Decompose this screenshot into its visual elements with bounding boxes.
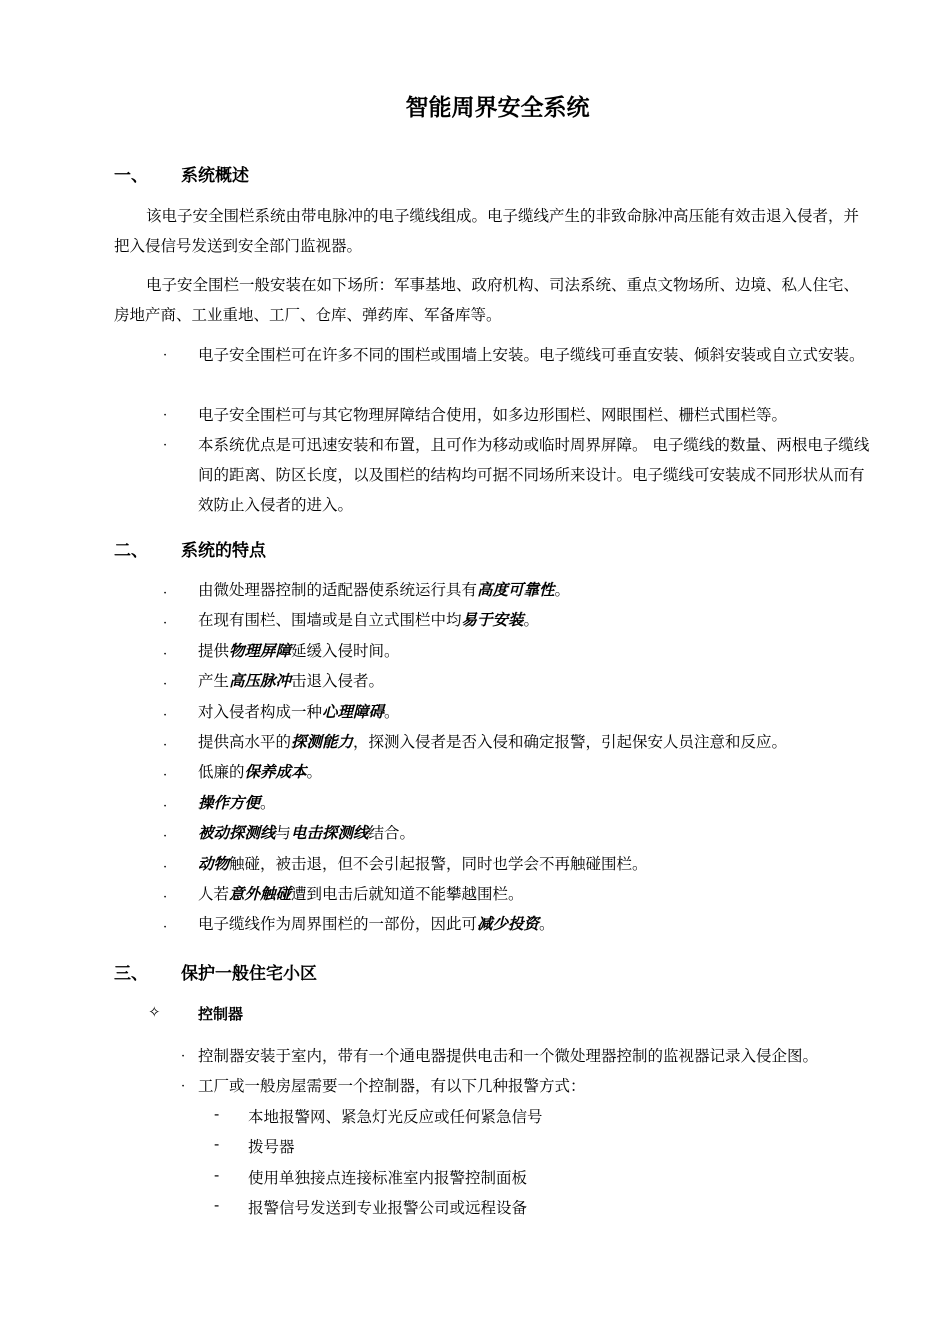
feature-item [198,669,384,691]
section-heading: 系统概述 [181,166,249,186]
list-item: 控制器安装于室内，带有一个通电器提供电击和一个微处理器控制的监视器记录入侵企图。 [198,1047,819,1065]
emphasis-text: 电击探测线 [291,823,369,842]
dash-bullet: - [214,1166,220,1184]
paragraph: 电子安全围栏一般安装在如下场所：军事基地、政府机构、司法系统、重点文物场所、边境、私人住宅、房地产商、工业重地、工厂、仓库、弹药库、军备库等。 [114,276,860,324]
feature-text: 提供 [198,642,230,660]
feature-text: 由微处理器控制的适配器使系统运行具有 [198,581,478,599]
feature-item [198,639,400,661]
feature-item [198,700,400,722]
bullet-dot: · [181,1049,186,1064]
diamond-bullet-icon: ✧ [148,1003,161,1021]
emphasis-text: 操作方便 [198,793,261,812]
list-item: 本系统优点是可迅速安装和布置，且可作为移动或临时周界屏障。 电子缆线的数量、两根电子缆线间的距离、防区长度，以及围栏的结构均可据不同场所来设计。电子缆线可安装成不同形状从而有效防止入侵者的进入。 [198,436,870,514]
feature-item [198,608,539,630]
paragraph: 该电子安全围栏系统由带电脉冲的电子缆线组成。电子缆线产生的非致命脉冲高压能有效击退入侵者，并把入侵信号发送到安全部门监视器。 [114,207,860,255]
section-heading: 保护一般住宅小区 [181,964,317,984]
list-item: 工厂或一般房屋需要一个控制器，有以下几种报警方式： [198,1077,586,1095]
feature-item [198,882,524,904]
bullet-dot: · [163,799,168,814]
dash-bullet: - [214,1105,220,1123]
feature-text: 击退入侵者。 [291,672,385,690]
alarm-method-item: 本地报警网、紧急灯光反应或任何紧急信号 [248,1108,543,1126]
bullet-dot: · [163,708,168,723]
feature-text: 。 [539,915,555,933]
feature-text: 延缓入侵时间。 [291,642,400,660]
section-number: 二、 [114,541,148,561]
feature-item [198,730,787,752]
feature-text: 与 [275,824,292,842]
dash-bullet: - [214,1196,220,1214]
feature-text: ，探测入侵者是否入侵和确定报警，引起保安人员注意和反应。 [353,733,788,751]
section-number: 一、 [114,166,148,186]
feature-item [198,578,570,600]
bullet-dot: · [163,586,168,601]
emphasis-text: 动物 [198,854,230,873]
emphasis-text: 高压脉冲 [229,671,292,690]
list-item: 电子安全围栏可在许多不同的围栏或围墙上安装。电子缆线可垂直安装、倾斜安装或自立式安装。 [198,346,865,364]
bullet-dot: · [163,829,168,844]
feature-text: 。 [306,763,323,781]
feature-text: 结合。 [368,824,416,842]
section-number: 三、 [114,964,148,984]
feature-item [198,791,276,813]
bullet-dot: · [163,408,168,423]
emphasis-text: 高度可靠性 [477,580,555,599]
bullet-dot: · [181,1079,186,1094]
bullet-dot: · [163,920,168,935]
emphasis-text: 物理屏障 [229,641,292,660]
bullet-dot: · [163,768,168,783]
feature-text: 产生 [198,672,230,690]
bullet-dot: · [163,860,168,875]
document-title: 智能周界安全系统 [405,95,590,121]
bullet-dot: · [163,677,168,692]
feature-text: 遭到电击后就知道不能攀越围栏。 [291,885,524,903]
feature-text: 触碰，被击退，但不会引起报警，同时也学会不再触碰围栏。 [229,855,648,873]
emphasis-text: 意外触碰 [229,884,292,903]
subsection-title: 控制器 [198,1005,244,1023]
feature-item [198,821,415,843]
feature-item [198,760,322,782]
emphasis-text: 被动探测线 [198,823,276,842]
feature-text: 。 [523,611,540,629]
alarm-method-item: 报警信号发送到专业报警公司或远程设备 [248,1199,528,1217]
feature-text: 。 [260,794,276,812]
emphasis-text: 易于安装 [461,610,524,629]
bullet-dot: · [163,616,168,631]
alarm-method-item: 使用单独接点连接标准室内报警控制面板 [248,1169,528,1187]
feature-text: 电子缆线作为周界围栏的一部份，因此可 [198,915,478,933]
feature-text: 提供高水平的 [198,733,292,751]
feature-text: 对入侵者构成一种 [198,703,323,721]
bullet-dot: · [163,890,168,905]
bullet-dot: · [163,647,168,662]
feature-text: 在现有围栏、围墙或是自立式围栏中均 [198,611,462,629]
feature-text: 人若 [198,885,230,903]
feature-text: 低廉的 [198,763,245,781]
feature-item [198,912,555,934]
feature-item [198,852,648,874]
alarm-method-item: 拨号器 [248,1138,295,1156]
emphasis-text: 减少投资 [477,914,540,933]
emphasis-text: 心理障碍 [322,702,385,721]
emphasis-text: 探测能力 [291,732,354,751]
dash-bullet: - [214,1135,220,1153]
feature-text: 。 [554,581,571,599]
section-heading: 系统的特点 [181,541,266,561]
bullet-dot: · [163,438,168,453]
bullet-dot: · [163,348,168,363]
feature-text: 。 [384,703,400,721]
list-item: 电子安全围栏可与其它物理屏障结合使用，如多边形围栏、网眼围栏、栅栏式围栏等。 [198,406,788,424]
bullet-dot: · [163,738,168,753]
emphasis-text: 保养成本 [244,762,307,781]
